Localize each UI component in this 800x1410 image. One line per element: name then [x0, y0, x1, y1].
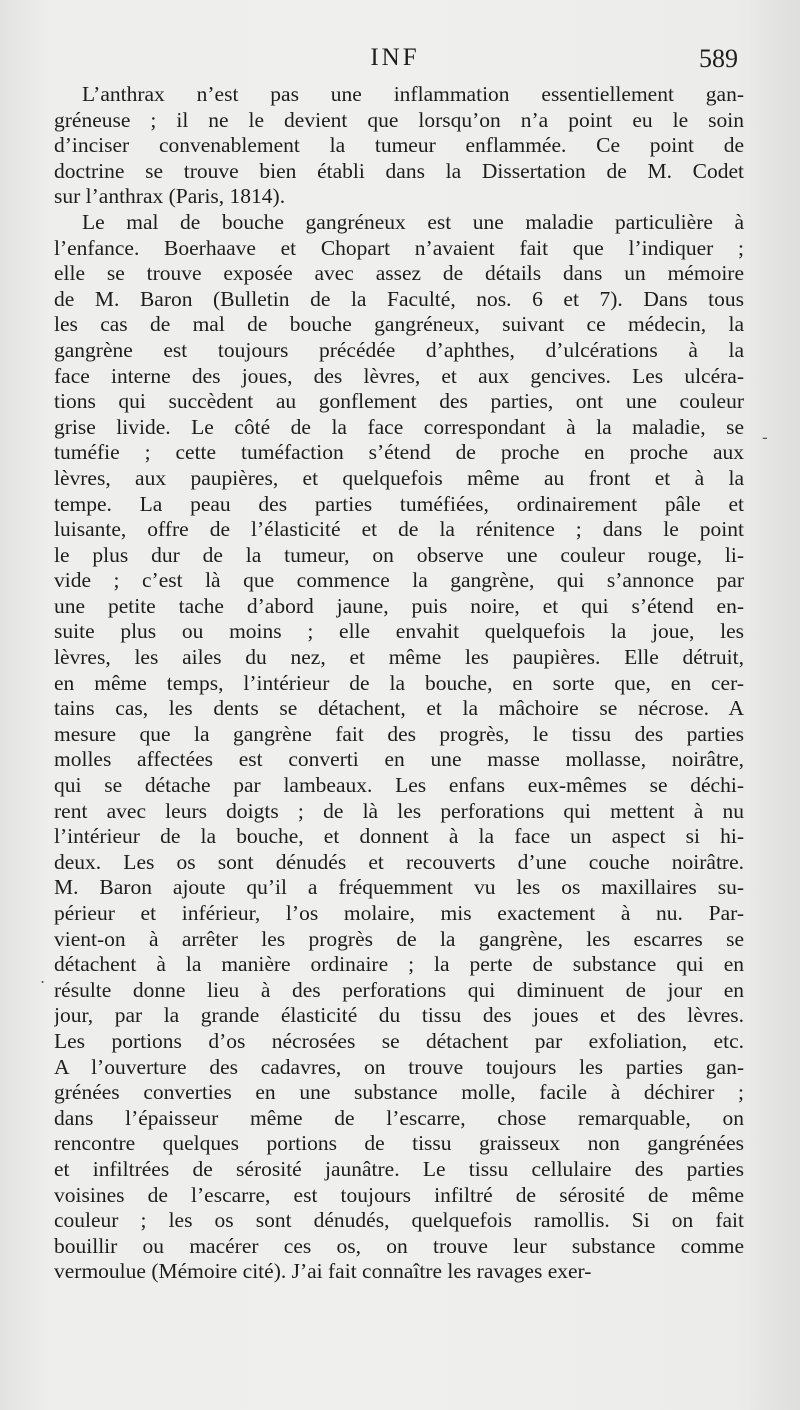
text-line: résulte donne lieu à des perforations qui diminuent de jour en — [54, 977, 744, 1002]
text-line: et infiltrées de sérosité jaunâtre. Le tissu cellulaire des parties — [54, 1156, 744, 1181]
text-line: tempe. La peau des parties tuméfiées, ordinairement pâle et — [54, 491, 744, 516]
text-line: couleur ; les os sont dénudés, quelquefois ramollis. Si on fait — [54, 1208, 744, 1233]
text-line: dans l’épaisseur même de l’escarre, chose remarquable, on — [54, 1105, 744, 1130]
text-line: vermoulue (Mémoire cité). J’ai fait connaître les ravages exer- — [54, 1259, 592, 1284]
text-line: détachent à la manière ordinaire ; la perte de substance qui en — [54, 952, 744, 977]
text-line: rent avec leurs doigts ; de là les perforations qui mettent à nu — [54, 798, 744, 823]
text-line: vient-on à arrêter les progrès de la gangrène, les escarres se — [54, 926, 744, 951]
text-line: face interne des joues, des lèvres, et aux gencives. Les ulcéra- — [54, 363, 744, 388]
text-line: tuméfie ; cette tuméfaction s’étend de proche en proche aux — [54, 440, 744, 465]
margin-mark: . — [40, 968, 46, 987]
text-line: gréneuse ; il ne le devient que lorsqu’on n’a point eu le soin — [54, 107, 744, 132]
text-line: tains cas, les dents se détachent, et la mâchoire se nécrose. A — [54, 696, 744, 721]
text-line: gangrène est toujours précédée d’aphthes, d’ulcérations à la — [54, 337, 744, 362]
text-line: jour, par la grande élasticité du tissu des joues et des lèvres. — [54, 1003, 744, 1028]
text-line: de M. Baron (Bulletin de la Faculté, nos. 6 et 7). Dans tous — [54, 286, 744, 311]
text-line: qui se détache par lambeaux. Les enfans eux-mêmes se déchi- — [54, 773, 744, 798]
text-line: voisines de l’escarre, est toujours infiltré de sérosité de même — [54, 1182, 744, 1207]
text-line: l’enfance. Boerhaave et Chopart n’avaient fait que l’indiquer ; — [54, 235, 744, 260]
text-line: deux. Les os sont dénudés et recouverts d’une couche noirâtre. — [54, 849, 744, 874]
page-number: 589 — [699, 44, 738, 73]
text-line: une petite tache d’abord jaune, puis noire, et qui s’étend en- — [54, 593, 744, 618]
text-line: mesure que la gangrène fait des progrès, le tissu des parties — [54, 721, 744, 746]
running-head — [52, 44, 738, 78]
text-line: M. Baron ajoute qu’il a fréquemment vu les os maxillaires su- — [54, 875, 744, 900]
text-line: elle se trouve exposée avec assez de détails dans un mémoire — [54, 261, 744, 286]
text-line: molles affectées est converti en une masse mollasse, noirâtre, — [54, 747, 744, 772]
text-line: l’intérieur de la bouche, et donnent à la face un aspect si hi- — [54, 824, 744, 849]
text-line: grénées converties en une substance molle, facile à déchirer ; — [54, 1080, 744, 1105]
text-line: lèvres, aux paupières, et quelquefois même au front et à la — [54, 465, 744, 490]
text-line: doctrine se trouve bien établi dans la Dissertation de M. Codet — [54, 158, 744, 183]
text-line: les cas de mal de bouche gangréneux, suivant ce médecin, la — [54, 312, 744, 337]
body-text — [54, 82, 744, 1285]
text-line: rencontre quelques portions de tissu graisseux non gangrénées — [54, 1131, 744, 1156]
text-line: lèvres, les ailes du nez, et même les paupières. Elle détruit, — [54, 645, 744, 670]
text-line: Le mal de bouche gangréneux est une maladie particulière à — [82, 209, 744, 234]
text-line: tions qui succèdent au gonflement des parties, ont une couleur — [54, 389, 744, 414]
text-line: grise livide. Le côté de la face correspondant à la maladie, se — [54, 414, 744, 439]
text-line: L’anthrax n’est pas une inflammation essentiellement gan- — [82, 82, 744, 106]
text-line: vide ; c’est là que commence la gangrène, qui s’annonce par — [54, 568, 744, 593]
text-line: sur l’anthrax (Paris, 1814). — [54, 184, 286, 209]
text-line: Les portions d’os nécrosées se détachent par exfoliation, etc. — [54, 1028, 744, 1053]
text-line: le plus dur de la tumeur, on observe une couleur rouge, li- — [54, 542, 744, 567]
text-line: bouillir ou macérer ces os, on trouve leur substance comme — [54, 1233, 744, 1258]
paragraph-mal-de-bouche — [54, 210, 744, 1285]
paragraph-anthrax — [54, 82, 744, 210]
text-line: A l’ouverture des cadavres, on trouve toujours les parties gan- — [54, 1054, 744, 1079]
text-line: en même temps, l’intérieur de la bouche, en sorte que, en cer- — [54, 670, 744, 695]
running-head-title: INF — [370, 44, 420, 71]
text-line: périeur et inférieur, l’os molaire, mis exactement à nu. Par- — [54, 901, 744, 925]
text-line: suite plus ou moins ; elle envahit quelquefois la joue, les — [54, 619, 744, 644]
text-line: luisante, offre de l’élasticité et de la rénitence ; dans le point — [54, 517, 744, 542]
text-line: d’inciser convenablement la tumeur enflammée. Ce point de — [54, 133, 744, 158]
margin-mark: - — [762, 428, 768, 447]
